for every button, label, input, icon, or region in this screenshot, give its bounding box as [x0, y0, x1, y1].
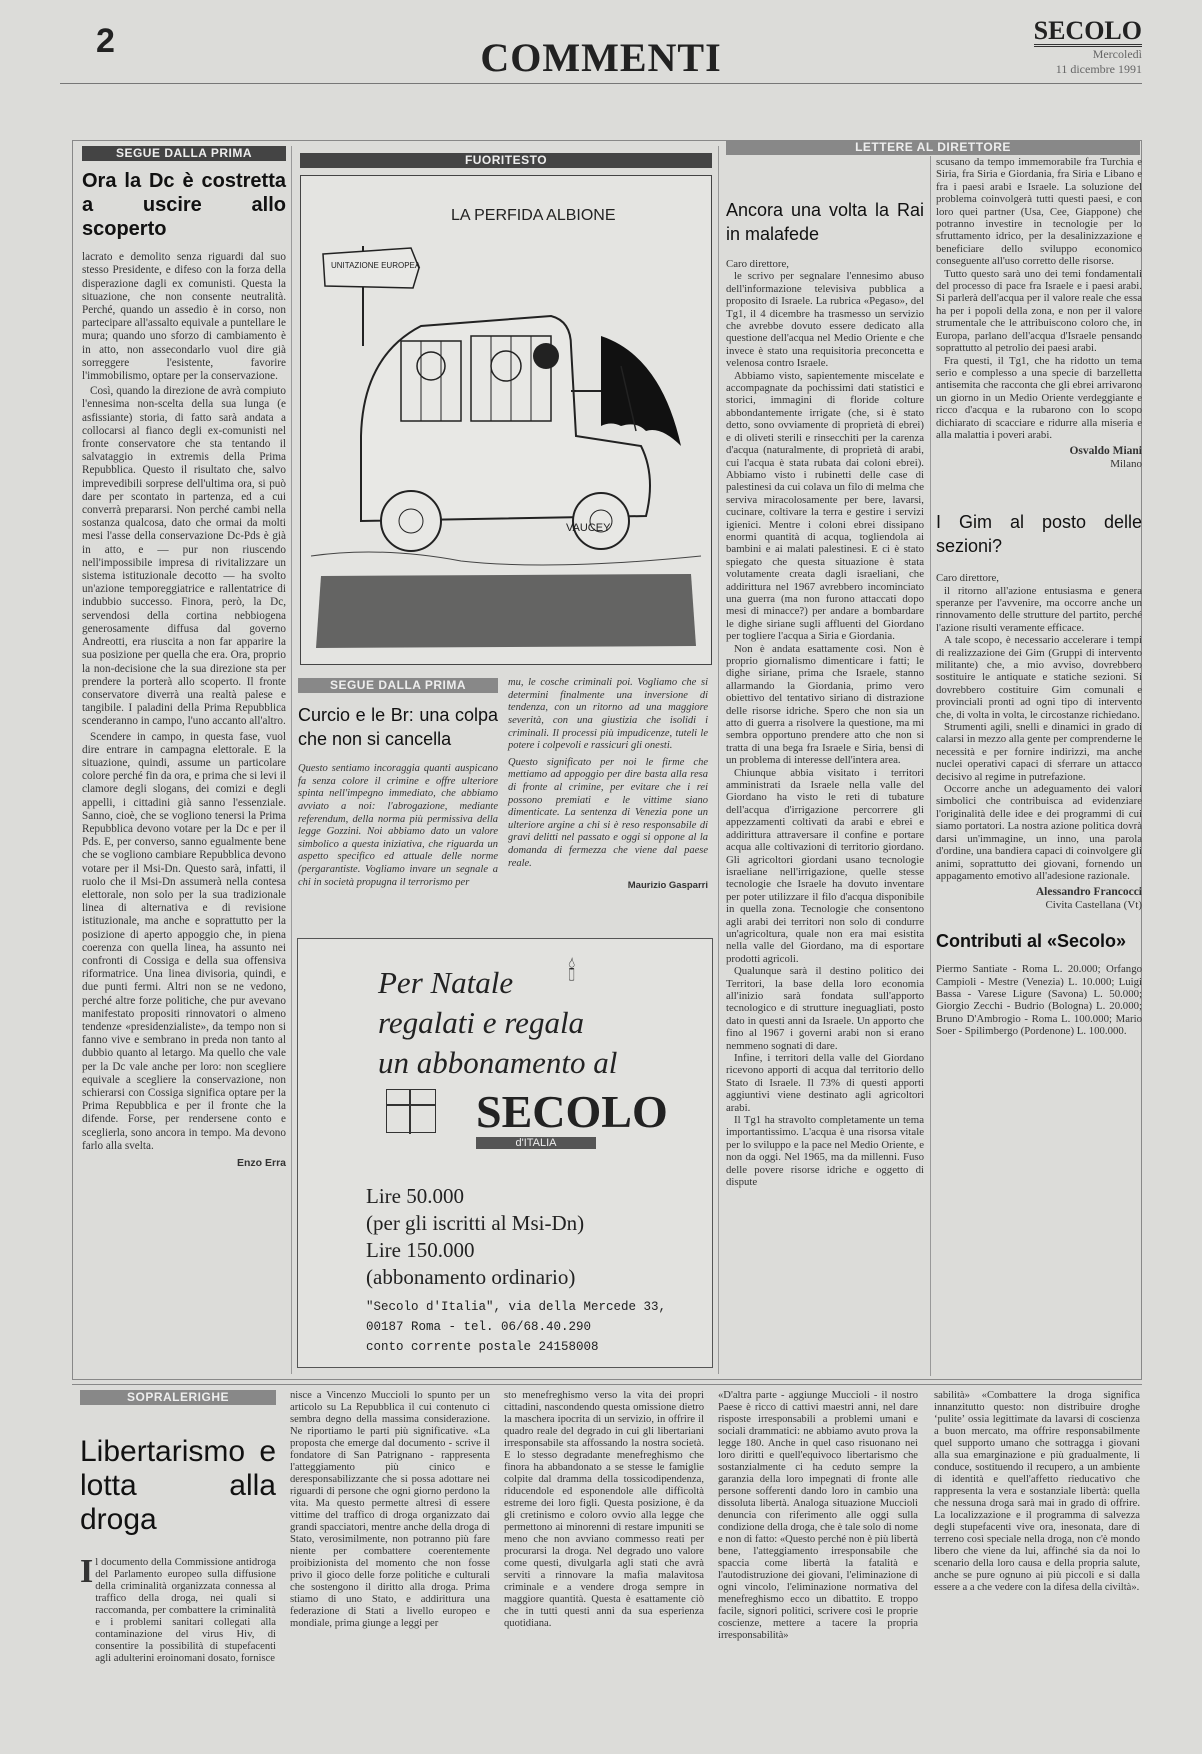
- section-divider: [72, 1384, 1142, 1385]
- paragraph: Questo significato per noi le firme che mettiamo ad appoggio per dire basta alla resa di fronte al crimine, per evitare che i rei possono premiati e le vittime siano dimenticate. La sentenza di Venezia pone un ulteriore argine a chi si è reso responsabile di gravi delitti nel passato e oggi si oppone al la domanda di fermezza che viene dal paese reale.: [508, 756, 708, 869]
- paragraph: Infine, i territori della valle del Giordano ricevono apporti di acqua dal territorio dello Stato di Israele. Il 73% di questi apporti aggiuntivi viene destinato agli agricoltori arabi.: [726, 1052, 924, 1114]
- paragraph: Così, quando la direzione de avrà compiuto l'ennesima non-scelta della sua lunga (e asfissiante) storia, di fatto sarà andata a collocarsi al fianco degli ex-comunisti nel fronte conservatore che sta tentando il salvataggio in extremis della Prima Repubblica. Questo il risultato che, salvo imprevedibili sorprese dell'ultima ora, si può dare per scontato in partenza, ed a cui converrà prepararsi. Non perché cambi nella sostanza qualcosa, dato che ormai da molti mesi l'asse della conservazione Dc-Pds è già in atto, e — pur non riuscendo nell'impossibile impresa di rivitalizzare un sistema istituzionale decotto — ha svolto un'azione temporeggiatrice e rallentatrice di indubbio successo. Finora, però, la Dc, servendosi della cortina nebbiogena generosamente diffusa dal governo Andreotti, era riuscita a non far apparire la sua posizione per quella che era. Ora, proprio la non-decisione che la sua direzione sta per prendere la porterà allo scoperto. Il fronte conservatore diverrà una realtà palese e tangibile. I paladini della Prima Repubblica scenderanno in campo, l'uno accanto all'altro.: [82, 385, 286, 728]
- paragraph: A tale scopo, è necessario accelerare i tempi di realizzazione dei Gim (Gruppi di intervento militante) che, a mio avviso, dovrebbero sostituire le antiquate e statiche sezioni. Si dovrebbero costituire Gim comunali e provinciali pronti ad ogni tipo di intervento che, di volta in volta, le circostanze richiedano.: [936, 634, 1142, 721]
- ad-logo-sub: d'ITALIA: [476, 1137, 596, 1149]
- paragraph: scusano da tempo immemorabile fra Turchia e Siria, fra Siria e Giordania, fra Siria e Libano e fra i paesi arabi e Israele. La soluzione del problema coinvolgerà tutti questi paesi, e con loro quei partner (Usa, Cee, Giappone) che potranno investire in tecnologie per lo sfruttamento idrico, per la desalinizzazione e beneficiare dello sviluppo economico conseguente all'uso corretto delle risorse.: [936, 156, 1142, 268]
- paragraph: Strumenti agili, snelli e dinamici in grado di calarsi in mezzo alla gente per comprenderne le necessità e per fornire indirizzi, ma anche nuclei operativi capaci di sferrare un attacco decisivo al regime in putrefazione.: [936, 721, 1142, 783]
- article-author: Maurizio Gasparri: [627, 880, 708, 892]
- column-rule: [718, 146, 719, 1374]
- paragraph: Questo sentiamo incoraggia quanti auspicano fa senza colore il crimine e offre ulteriore spinta nell'impegno immediato, che abbiamo avviato a noi: l'abrogazione, mediante referendum, della norma più permissiva della legge Gozzini. Noi abbiamo dato un valore simbolico a questa iniziativa, che riguarda un aspetto specifico ed attuale delle norme (pergarantiste. Vogliamo invare un segnale a chi in società propugna il terrorismo per: [298, 763, 498, 888]
- paragraph: Scendere in campo, in questa fase, vuol dire entrare in campagna elettorale. E la situazione, quindi, assume un particolare colore perché fin da ora, e prima che si levi il clamore degli slogans, dei comizi e degli appelli, i cittadini già sanno l'essenziale. Sanno, cioè, che se vogliono tenersi la Prima Repubblica devono votare per la Dc e per il Pds. E, per converso, sanno egualmente bene che se vogliono cambiare Repubblica devono votare per il Msi-Dn. Questo sarà, infatti, il ruolo che il Msi-Dn assumerà nella contesa elettorale, non solo per la sua tradizionale linea di alternativa e di revisione istituzionale, ma anche e soprattutto per la posizione di aperto appoggio che, in piena coerenza con quella linea, ha assunto nei confronti di Cossiga e della sua offensiva riformatrice. Una linea divisoria, quindi, e due punti fermi. Altri non se ne vedono, perché altre forze politiche, che pur avevano manifestato propositi rinnovatori o almeno tendenze «presidenzialiste», da tempo non si fanno vive e sembrano in preda non tanto al dubbio quanto al letargo. Ma quello che vale per la Dc vale anche per loro: non scegliere equivale a scegliere la conservazione, non schierarsi con Cossiga significa optare per la Prima Repubblica e per il fronte che la difende. Forse, per rendersene conto e sceglierla, sono ancora in tempo. Ma devono farlo alla svelta.: [82, 730, 286, 1152]
- article-author: Enzo Erra: [236, 1157, 286, 1170]
- curcio-right: [508, 677, 708, 893]
- letter-city: Civita Castellana (Vt): [1045, 898, 1142, 911]
- ad-logo-text: SECOLO: [476, 1086, 668, 1137]
- page-header: [60, 14, 1142, 84]
- article-title: Libertarismo e lotta alla droga: [80, 1435, 276, 1537]
- drop-cap: I: [80, 1553, 94, 1591]
- column-rule: [291, 146, 292, 1374]
- letter-rai: [726, 198, 924, 1188]
- masthead: [1012, 18, 1142, 77]
- article-opening: [80, 1553, 276, 1665]
- kicker: LETTERE AL DIRETTORE: [726, 140, 1140, 155]
- bottom-col-e: [934, 1390, 1140, 1594]
- bottom-col-b: [290, 1390, 490, 1630]
- paragraph: l documento della Commissione antidroga del Parlamento europeo sulla diffusione della criminalità organizzata connessa al traffico della droga, nei quali si raccomanda, per combattere la criminalità e i problemi sanitari collegati alla contaminazione del virus Hiv, di consentire la possibilità di stupefacenti agli adulterini eroinomani dosato, fornisce: [95, 1557, 276, 1665]
- paragraph: «D'altra parte - aggiunge Muccioli - il nostro Paese è ricco di cattivi maestri anni, nel dare risposte irresponsabili a problemi umani e sociali drammatici: ne abbiamo avuto prova la legge 180. Anche in quel caso risuonano nei loro diritti e quell'equivoco libertarismo che sostanzialmente ci ha ceduto sempre la garanzia della loro impegnati di fronte alle persone sofferenti dando loro in cambio una dissoluta libertà. Analoga situazione Muccioli denuncia con riferimento alle oggi sulla condizione della droga, che è tale solo di nome e non di fatto: «Questo perché non è più libertà bene, l'atteggiamento irresponsabile che spaccia come libertà la fatalità e l'autodistruzione dei giovani, l'eliminazione di ogni vincolo, l'eliminazione normativa del menefreghismo ecco un dibattito. E troppo facile, signori politici, scrivere così le proprie coscienze, mettere a tacere la propria irresponsabilità»: [718, 1390, 918, 1641]
- kicker: SEGUE DALLA PRIMA: [82, 146, 286, 161]
- ad-line-1: Per Natale: [378, 965, 514, 1000]
- cartoon-signature: VAUCEY: [566, 522, 611, 534]
- cartoon-drawing: [301, 176, 711, 664]
- paragraph: sabilità» «Combattere la droga significa innanzitutto questo: non distribuire droghe ‘pulite’ ossia legittimate da lavarsi di coscienza a buon mercato, ma offrire responsabilmente quel supporto umano che sottragga i giovani alla sua emarginazione e più gradualmente, li conduce, sostituendo il recupero, a un ambiente di identità e quell'affetto rieducativo che rappresenta la vera e sostanziale libertà: quella che nessuna droga sarà mai in grado di offrire. La localizzazione e il programma di salvezza degli stupefacenti vive ora, inesonata, dare di terreno così speciale nella droga, non c'è mondo libero che viene da lui, affinché sia da noi lo scenario della loro causa e della propria salute, anche se pure ognuno ai più piccoli e si dalla essere a a che vedere con la difesa della civiltà».: [934, 1390, 1140, 1593]
- letter-city: Milano: [1110, 457, 1142, 470]
- paragraph: mu, le cosche criminali poi. Vogliamo che si determini finalmente una inversione di tendenza, con un ritorno ad una maggiore severità, con una giustizia che isolidi i criminali. Il processi più impudicenze, tuteli le potere i colpevoli e rassicuri gli onesti.: [508, 677, 708, 752]
- letters-kicker-wrap: [726, 140, 1140, 155]
- sign-text: UNITAZIONE EUROPEA: [331, 261, 421, 270]
- ad-prices: [366, 1183, 584, 1291]
- paragraph: nisce a Vincenzo Muccioli lo spunto per un articolo su La Repubblica il cui contenuto ci sembra degno della massima considerazione. Ne riportiamo le parti più significative. «La proposta che emerge dal documento - scrive il fondatore di San Patrignano - rappresenta l'atteggiamento più cinico e deresponsabilizzante che si possa adottare nei riguardi di persone che ogni giorno perdono la vita. Ma questo permette altresì di essere vittime del traffico di droga organizzato dai grandi spacciatori, mentre anche della droga di Stato, verosimilmente, non potranno più fare niente per combattere coerentemente proibizionista del momento che non fosse privo il gioco delle forze politiche e culturali che sostengono il diritto alla droga. Prima stiamo di uno Stato, e addirittura una federazione di Stati a livello europeo e mondiale, prima giunge a leggi per: [290, 1390, 490, 1629]
- article-dc: [82, 146, 286, 1170]
- address-line: "Secolo d'Italia", via della Mercede 33,: [366, 1300, 667, 1314]
- price-1-note: (per gli iscritti al Msi-Dn): [366, 1211, 585, 1235]
- price-2: Lire 150.000: [366, 1238, 475, 1262]
- curcio-kicker-wrap: [298, 678, 498, 693]
- bottom-col-d: [718, 1390, 918, 1642]
- salutation: Caro direttore,: [726, 258, 789, 270]
- price-2-note: (abbonamento ordinario): [366, 1265, 576, 1289]
- ad-line-3: un abbonamento al: [378, 1045, 618, 1080]
- paragraph: lacrato e demolito senza riguardi dal suo stesso Presidente, e difeso con la forza della disperazione dagli ex comunisti. Questa la situazione, che non consente neutralità. Perché, quando un assedio è in corso, non partecipare all'assalto equivale a puntellare le mura; quando uno sforzo di cambiamento è in atto, non assecondarlo vuol dire già sorreggere l'esistente, favorire l'immobilismo, optare per la conservazione.: [82, 251, 286, 383]
- cartoon-caption: LA PERFIDA ALBIONE: [451, 207, 616, 224]
- letter-author: Alessandro Francocci: [1035, 886, 1142, 899]
- article-body: [82, 251, 286, 1153]
- paragraph: Chiunque abbia visitato i territori amministrati da Israele nella valle del Giordano ha visto le reti di tubature dell'acqua d'irrigazione percorrere gli appezzamenti coltivati da arabi e ebrei e addirittura attraversare il confine e portare acqua alle coltivazioni di territorio giordano. Gli agricoltori giordani usano tecnologie israeliane nell'irrigazione, quelle stesse tecnologie che Israele ha dovuto inventare per poter utilizzare il filo d'acqua disponibile in quella zona. Tecnologie che consentono agli arabi dei territori non solo di condurre un'agricoltura, quale non era mai esistita nella valle del Giordano, ma di esportare prodotti agricoli.: [726, 766, 924, 965]
- subscription-ad: [297, 938, 713, 1368]
- address-line: 00187 Roma - tel. 06/68.40.290: [366, 1320, 592, 1334]
- contributions-list: Piermo Santiate - Roma L. 20.000; Orfango Campioli - Mestre (Venezia) L. 10.000; Luigi Bassa - Varese Ligure (Savona) L. 50.000; Giorgio Zecchi - Budrio (Bologna) L. 20.000; Bruno D'Ambrogio - Roma L. 100.000; Mario Soer - Spilimbergo (Pordenone) L. 100.000.: [936, 963, 1142, 1038]
- article-curcio: [298, 678, 714, 893]
- section-title: COMMENTI: [480, 35, 722, 80]
- column-rule: [930, 156, 931, 1376]
- paragraph: Occorre anche un adeguamento dei valori simbolici che contribuisca ad evidenziare l'originalità delle idee e dei programmi di cui siamo portatori. La nostra azione politica dovrà darsi un'immagine, un inno, una parola d'ordine, una bandiera capaci di coinvolgere gli animi, soprattutto dei giovani, fornendo un appagamento emotivo all'adesione razionale.: [936, 783, 1142, 882]
- letter-author: Osvaldo Miani: [1069, 445, 1142, 458]
- kicker: SEGUE DALLA PRIMA: [298, 678, 498, 693]
- kicker: FUORITESTO: [300, 153, 712, 168]
- paragraph: Tutto questo sarà uno dei temi fondamentali del processo di pace fra Israele e i paesi arabi. Si parlerà dell'acqua per il valore reale che essa ha per i popoli della zona, e non per il valore strumentale che le attribuiscono coloro che, in Europa, parlano dell'acqua d'Israele pensando soprattutto al petrolio dei paesi arabi.: [936, 267, 1142, 355]
- paragraph: le scrivo per segnalare l'ennesimo abuso dell'informazione televisiva pubblica a proposito di Israele. La rubrica «Pegaso», del Tg1, il 4 dicembre ha trasmesso un servizio che avrebbe dovuto essere dedicato alla questione dell'acqua nel Medio Oriente e che invece è stato una requisitoria preconcetta e velenosa contro Israele.: [726, 270, 924, 370]
- paragraph: sto menefreghismo verso la vita dei propri cittadini, nascondendo questa omissione dietro la maschera ipocrita di un servizio, in offrire il quadro reale del degrado in cui gli libertariani irresponsabile sta affossando la nostra società. E lo stesso degradante menefreghismo che finora ha abbandonato a se stesse le famiglie colpite dal dramma della tossicodipendenza, riducendole ed esponendole alle difficoltà estreme dei loro figli. Questa posizione, è da gli cretinismo e coloro ovvio alla legge che permettono ai minorenni di restare impuniti se meno che non avviano commesso reati per procurarsi la droga. Nel degrado uno valore come questi, divulgarla agli stati che avrà serviti a rinnovare la mafia malavitosa criminale e a vendere droga sempre in maggiore quantità. Questa è esattamente ciò che in tutti questi anni da sua esperienza quotidiana.: [504, 1390, 704, 1629]
- bottom-article-head: [80, 1390, 276, 1665]
- page-number: 2: [96, 22, 115, 60]
- candle-icon: 🕯: [568, 957, 576, 986]
- paragraph: Abbiamo visto, sapientemente miscelate e accompagnate da pochissimi dati statistici e storici, immagini di floride colture abbondantemente irrigate (che, si è stato detto, sono ovviamente di proprietà di ebrei) e di oliveti sterili e rinsecchiti per la carenza d'acqua (naturalmente, di proprietà di arabi, cui l'acqua è stata rubata dai coloni ebrei). Abbiamo visto i rubinetti delle case di palestinesi da cui colava un filo di melma che serviva miracolosamente per bere, lavarsi, cucinare, coltivare la terra e gestire i servizi igienici. Mentre i coloni ebrei dissipano enormi quantità di acqua, togliendola ai bambini e ai malati palestinesi. E ci è stato spiegato che questa situazione è stata volutamente creata dagli israeliani, che addirittura nel 1967 avrebbero incominciato una guerra (ma non furono attaccati dopo mesi di minacce?) per andare a bombardare le dighe siriane sugli affluenti del Giordano per togliere l'acqua a Siria e Giordania.: [726, 369, 924, 643]
- contributions-title: Contributi al «Secolo»: [936, 931, 1127, 952]
- address-line: conto corrente postale 24158008: [366, 1340, 599, 1354]
- paragraph: Qualunque sarà il destino politico dei Territori, la base della loro economia all'inizio sarà fondata sull'apporto tecnologico e di strutture ineguagliati, posto dato in questi anni da Israele. Un apporto che fino al 1967 i governi arabi non si erano nemmeno sognati di dare.: [726, 965, 924, 1052]
- paragraph: Fra questi, il Tg1, che ha ridotto un tema serio e complesso a una specie di barzelletta antisemita che racconta che gli ebrei arrivarono un giorno in un Medio Oriente verdeggiante e ricco d'acqua e la rubarono con lo scopo dichiarato di scacciare e ridurre alla miseria e alla malattia i poveri arabi.: [936, 354, 1142, 441]
- masthead-logo: SECOLO: [1033, 16, 1142, 45]
- salutation: Caro direttore,: [936, 572, 999, 585]
- editorial-cartoon: [300, 175, 712, 665]
- letter-rai-cont: [936, 156, 1142, 1038]
- letter-title: I Gim al posto delle sezioni?: [936, 512, 1142, 557]
- paragraph: il ritorno all'azione entusiasma e genera speranze per l'avvenire, ma occorre anche un rinnovamento delle strutture del partito, perché l'azione risulti veramente efficace.: [936, 584, 1142, 634]
- letter-title: Ancora una volta la Rai in malafede: [726, 200, 924, 244]
- cartoon-kicker-wrap: [300, 153, 712, 168]
- ad-line-2: regalati e regala: [378, 1005, 585, 1040]
- masthead-day: Mercoledì: [1092, 47, 1142, 61]
- ad-logo: [476, 1086, 668, 1149]
- ad-headline: [378, 963, 617, 1083]
- ad-address: [366, 1297, 666, 1357]
- paragraph: Il Tg1 ha stravolto completamente un tema importantissimo. L'acqua è una risorsa vitale per lo sviluppo e la pace nel Medio Oriente, e non da oggi. Nel 1965, ma da millenni. Fuso delle povere risorse idriche e oggetto di dispute: [726, 1114, 924, 1189]
- article-title: Ora la Dc è costretta a uscire allo scoperto: [82, 170, 286, 241]
- curcio-left: [298, 693, 498, 893]
- bottom-col-c: [504, 1390, 704, 1630]
- price-1: Lire 50.000: [366, 1184, 464, 1208]
- masthead-date: 11 dicembre 1991: [1055, 62, 1142, 76]
- paragraph: Non è andata esattamente così. Non è proprio giornalismo dimenticare i fatti; le dighe siriane, prima che Israele, stanno allarmando la Giordania, primo vero obiettivo del tentativo siriano di distrazione delle risorse idriche. Spero che non sia un atto di guerra a risolvere la questione, ma mi sembra opportuno prendere atto che non si tratta di una bega fra Israele e Siria, bensì di un problema di interesse dell'intera area.: [726, 642, 924, 767]
- kicker: SOPRALERIGHE: [80, 1390, 276, 1405]
- article-title: Curcio e le Br: una colpa che non si cancella: [298, 705, 498, 750]
- gift-icon: [386, 1089, 436, 1133]
